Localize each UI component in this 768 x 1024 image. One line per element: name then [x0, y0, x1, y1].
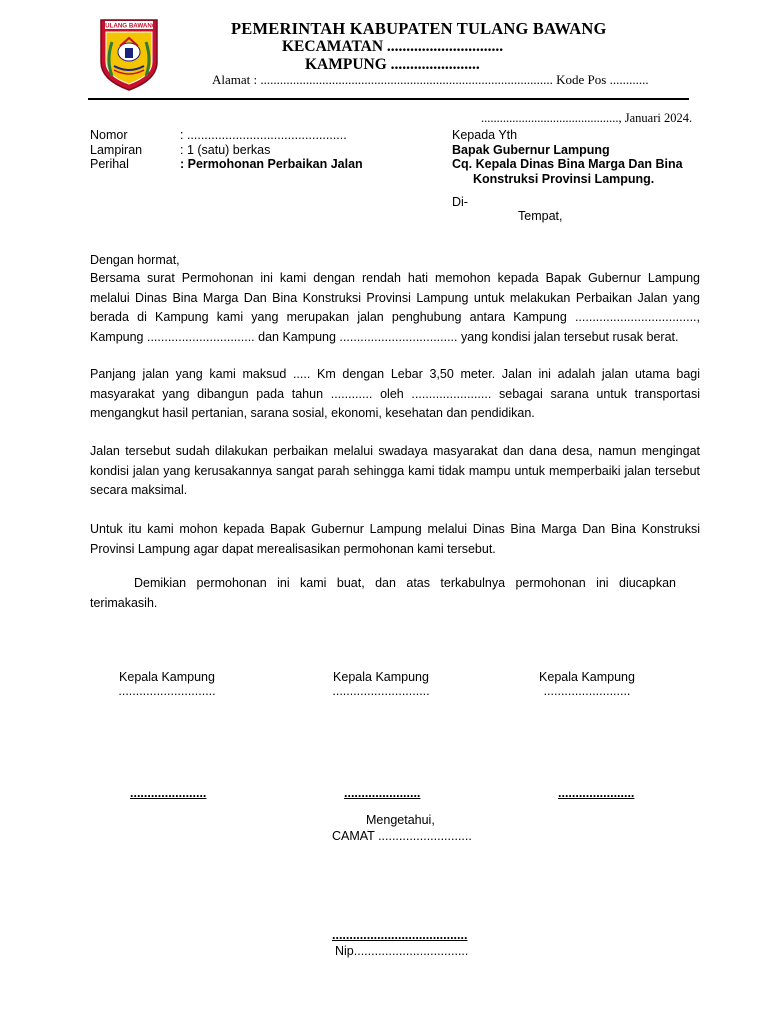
recipient-greeting: Kepada Yth — [452, 128, 518, 142]
camat-nip: Nip................................. — [335, 944, 469, 958]
regency-emblem-icon — [98, 18, 160, 92]
signature-right — [517, 670, 657, 698]
camat-title: CAMAT ........................... — [332, 829, 472, 843]
paragraph-1: Bersama surat Permohonan ini kami dengan rendah hati memohon kepada Bapak Gubernur Lampung melalui Dinas Bina Marga Dan Bina Konstruksi Provinsi Lampung untuk melakukan Perbaikan Jalan yang berada di Kampung kami yang merupakan jalan penghubung antara Kampung ..................................., Kampung ............................... dan Kampung .................................. yang kondisi jalan tersebut rusak berat. — [90, 271, 700, 344]
mengetahui-label: Mengetahui, — [366, 813, 435, 827]
kop-divider — [88, 98, 689, 100]
signature-mid-name: ...................... — [344, 786, 421, 800]
kop-government-title: PEMERINTAH KABUPATEN TULANG BAWANG — [231, 19, 607, 38]
nomor-label: Nomor — [90, 128, 128, 142]
recipient-cq-line2: Konstruksi Provinsi Lampung. — [473, 172, 655, 186]
kop-kampung: KAMPUNG ....................... — [305, 56, 480, 73]
signature-mid-title: Kepala Kampung — [333, 670, 429, 684]
signature-left-title: Kepala Kampung — [119, 670, 215, 684]
signature-right-title: Kepala Kampung — [539, 670, 635, 684]
signature-left-name: ...................... — [130, 786, 207, 800]
perihal-label: Perihal — [90, 157, 129, 171]
svg-text:TULANG BAWANG: TULANG BAWANG — [101, 22, 157, 30]
paragraph-5: Demikian permohonan ini kami buat, dan atas terkabulnya permohonan ini diucapkan terimakasih. — [90, 576, 676, 610]
salutation: Dengan hormat, — [90, 253, 180, 267]
kop-address: Alamat : .......................................................................................... Kode Pos ............ — [212, 72, 649, 87]
signature-mid-village: ............................ — [332, 684, 430, 698]
recipient-name: Bapak Gubernur Lampung — [452, 143, 610, 157]
perihal-value: : Permohonan Perbaikan Jalan — [180, 157, 363, 171]
signature-left — [97, 670, 237, 698]
recipient-cq-line1: Cq. Kepala Dinas Bina Marga Dan Bina — [452, 157, 683, 171]
lampiran-value: : 1 (satu) berkas — [180, 143, 271, 157]
signature-left-village: ............................ — [118, 684, 216, 698]
paragraph-3: Jalan tersebut sudah dilakukan perbaikan melalui swadaya masyarakat dan dana desa, namun mengingat kondisi jalan yang kerusakannya sangat parah sehingga kami tidak mampu untuk memperbaiki jalan tersebut secara maksimal. — [90, 444, 700, 497]
signature-mid — [311, 670, 451, 698]
camat-name: ....................................... — [332, 928, 468, 942]
recipient-di: Di- — [452, 195, 468, 209]
letter-date: ............................................, Januari 2024. — [481, 111, 693, 125]
paragraph-4: Untuk itu kami mohon kepada Bapak Gubernur Lampung melalui Dinas Bina Marga Dan Bina Konstruksi Provinsi Lampung agar dapat merealisasikan permohonan kami tersebut. — [90, 522, 700, 556]
lampiran-label: Lampiran — [90, 143, 143, 157]
signature-right-village: ......................... — [543, 684, 631, 698]
kop-kecamatan: KECAMATAN .............................. — [282, 38, 504, 55]
signature-right-name: ...................... — [558, 786, 635, 800]
nomor-value: : .............................................. — [180, 128, 347, 142]
regency-logo — [98, 18, 160, 92]
paragraph-2: Panjang jalan yang kami maksud ..... Km dengan Lebar 3,50 meter. Jalan ini adalah jalan utama bagi masyarakat yang dibangun pada tahun ............ oleh ....................... sebagai sarana untuk transportasi mengangkut hasil pertanian, sarana sosial, ekonomi, kesehatan dan pendidikan. — [90, 367, 700, 420]
recipient-tempat: Tempat, — [518, 209, 563, 223]
